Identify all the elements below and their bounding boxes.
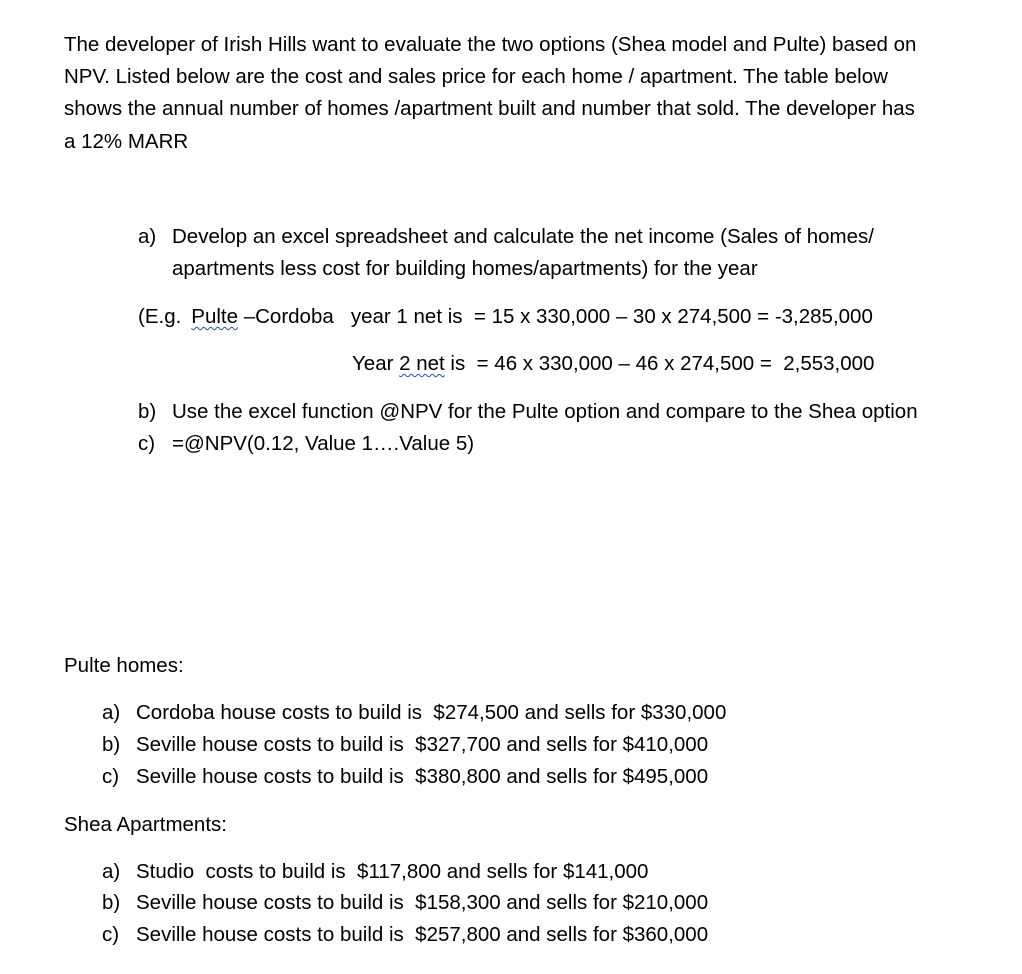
list-item-marker: a) <box>102 860 121 883</box>
example-year2-text: is = 46 x 330,000 – 46 x 274,500 = 2,553,000 <box>444 352 875 375</box>
list-item-text: Seville house costs to build is $380,800 and sells for $495,000 <box>136 765 709 788</box>
intro-line: shows the annual number of homes /apartment built and number that sold. The developer has <box>64 97 915 121</box>
intro-paragraph <box>64 29 1004 158</box>
list-item-marker: b) <box>102 733 121 756</box>
task-a-marker: a) <box>138 225 157 248</box>
intro-line: The developer of Irish Hills want to evaluate the two options (Shea model and Pulte) based on <box>64 33 917 56</box>
list-item <box>102 887 708 919</box>
task-a <box>138 221 874 253</box>
list-item <box>102 697 726 729</box>
example-year1-text: –Cordoba year 1 net is = 15 x 330,000 – 30 x 274,500 = -3,285,000 <box>238 305 873 328</box>
list-item-text: Seville house costs to build is $257,800 and sells for $360,000 <box>136 923 709 946</box>
list-item-marker: b) <box>102 891 121 914</box>
example-year2 <box>352 348 874 380</box>
list-item-marker: c) <box>102 765 120 788</box>
spellcheck-word-pulte: Pulte <box>191 305 239 328</box>
list-item-text: Studio costs to build is $117,800 and sells for $141,000 <box>136 860 649 883</box>
intro-line: NPV. Listed below are the cost and sales price for each home / apartment. The table below <box>64 65 888 89</box>
intro-line: a 12% MARR <box>64 129 189 153</box>
task-c-text: =@NPV(0.12, Value 1….Value 5) <box>172 432 475 455</box>
list-item-text: Cordoba house costs to build is $274,500 and sells for $330,000 <box>136 701 727 724</box>
task-b-text: Use the excel function @NPV for the Pulte option and compare to the Shea option <box>172 400 918 423</box>
pulte-heading: Pulte homes: <box>64 654 184 677</box>
task-b <box>138 396 918 428</box>
task-a-continued <box>172 253 758 285</box>
list-item <box>102 856 648 888</box>
list-item <box>102 729 708 761</box>
example-year2-prefix: Year <box>352 352 394 375</box>
example-prefix: (E.g. <box>138 305 182 328</box>
list-item <box>102 919 708 951</box>
list-item-marker: a) <box>102 701 121 724</box>
shea-heading: Shea Apartments: <box>64 813 227 836</box>
list-item-text: Seville house costs to build is $158,300 and sells for $210,000 <box>136 891 709 914</box>
list-item-text: Seville house costs to build is $327,700 and sells for $410,000 <box>136 733 709 756</box>
task-b-marker: b) <box>138 400 157 423</box>
spellcheck-word-net: 2 net <box>399 352 445 375</box>
list-item-marker: c) <box>102 923 120 946</box>
task-c-marker: c) <box>138 432 156 455</box>
list-item <box>102 761 708 793</box>
example-year1 <box>138 301 873 333</box>
task-c <box>138 428 474 460</box>
task-a-text-line2: apartments less cost for building homes/apartments) for the year <box>172 257 758 280</box>
task-a-text-line1: Develop an excel spreadsheet and calculate the net income (Sales of homes/ <box>172 225 874 248</box>
